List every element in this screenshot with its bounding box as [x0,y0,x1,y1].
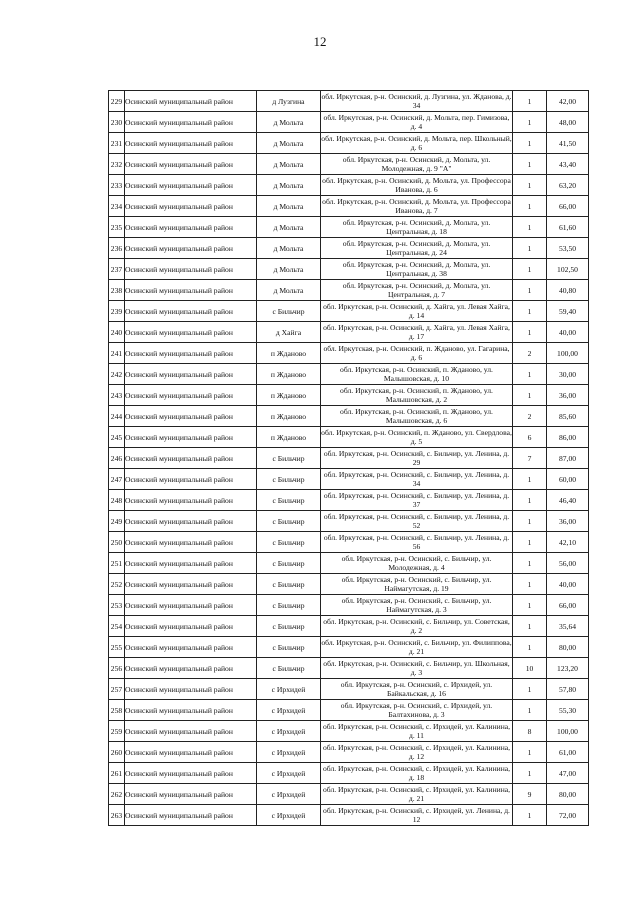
area-cell: 55,30 [547,700,589,721]
address-cell: обл. Иркутская, р-н. Осинский, с. Ирхидей, ул. Байкальская, д. 16 [321,679,513,700]
row-number-cell: 260 [109,742,125,763]
settlement-cell: с Ирхидей [257,700,321,721]
address-cell: обл. Иркутская, р-н. Осинский, п. Жданово, ул. Малышовская, д. 6 [321,406,513,427]
district-cell: Осинский муниципальный район [125,91,257,112]
table-row [109,784,589,805]
table-row [109,406,589,427]
quantity-cell: 1 [513,112,547,133]
area-cell: 41,50 [547,133,589,154]
row-number-cell: 233 [109,175,125,196]
settlement-cell: д Мольта [257,175,321,196]
settlement-cell: с Бильчир [257,490,321,511]
quantity-cell: 1 [513,763,547,784]
settlement-cell: с Ирхидей [257,763,321,784]
quantity-cell: 1 [513,280,547,301]
settlement-cell: с Бильчир [257,511,321,532]
address-cell: обл. Иркутская, р-н. Осинский, с. Бильчир, ул. Ленина, д. 52 [321,511,513,532]
district-cell: Осинский муниципальный район [125,406,257,427]
area-cell: 53,50 [547,238,589,259]
settlement-cell: д Хайга [257,322,321,343]
quantity-cell: 1 [513,595,547,616]
settlement-cell: д Мольта [257,154,321,175]
district-cell: Осинский муниципальный район [125,343,257,364]
row-number-cell: 229 [109,91,125,112]
address-cell: обл. Иркутская, р-н. Осинский, с. Ирхидей, ул. Балтахинова, д. 3 [321,700,513,721]
area-cell: 80,00 [547,784,589,805]
district-cell: Осинский муниципальный район [125,700,257,721]
area-cell: 100,00 [547,343,589,364]
table-row [109,175,589,196]
row-number-cell: 240 [109,322,125,343]
table-row [109,553,589,574]
address-cell: обл. Иркутская, р-н. Осинский, д. Мольта, пер. Гимизова, д. 4 [321,112,513,133]
settlement-cell: д Мольта [257,259,321,280]
settlement-cell: с Бильчир [257,616,321,637]
table-row [109,196,589,217]
quantity-cell: 1 [513,616,547,637]
address-cell: обл. Иркутская, р-н. Осинский, с. Бильчир, ул. Ленина, д. 34 [321,469,513,490]
district-cell: Осинский муниципальный район [125,238,257,259]
settlement-cell: п Жданово [257,385,321,406]
area-cell: 46,40 [547,490,589,511]
settlement-cell: с Ирхидей [257,784,321,805]
quantity-cell: 1 [513,133,547,154]
row-number-cell: 262 [109,784,125,805]
row-number-cell: 251 [109,553,125,574]
quantity-cell: 1 [513,742,547,763]
settlement-cell: с Бильчир [257,595,321,616]
area-cell: 47,00 [547,763,589,784]
settlement-cell: с Бильчир [257,658,321,679]
row-number-cell: 258 [109,700,125,721]
quantity-cell: 1 [513,154,547,175]
quantity-cell: 1 [513,175,547,196]
quantity-cell: 1 [513,679,547,700]
quantity-cell: 1 [513,490,547,511]
table-body [109,91,589,826]
row-number-cell: 234 [109,196,125,217]
row-number-cell: 261 [109,763,125,784]
area-cell: 102,50 [547,259,589,280]
settlement-cell: д Лузгина [257,91,321,112]
area-cell: 100,00 [547,721,589,742]
area-cell: 123,20 [547,658,589,679]
quantity-cell: 1 [513,91,547,112]
row-number-cell: 256 [109,658,125,679]
area-cell: 36,00 [547,385,589,406]
address-cell: обл. Иркутская, р-н. Осинский, с. Бильчир, ул. Ленина, д. 37 [321,490,513,511]
row-number-cell: 245 [109,427,125,448]
address-cell: обл. Иркутская, р-н. Осинский, с. Бильчир, ул. Наймагутская, д. 3 [321,595,513,616]
quantity-cell: 1 [513,700,547,721]
area-cell: 48,00 [547,112,589,133]
district-cell: Осинский муниципальный район [125,112,257,133]
row-number-cell: 237 [109,259,125,280]
row-number-cell: 230 [109,112,125,133]
address-cell: обл. Иркутская, р-н. Осинский, с. Ирхидей, ул. Калинина, д. 11 [321,721,513,742]
quantity-cell: 1 [513,385,547,406]
table-row [109,385,589,406]
quantity-cell: 1 [513,532,547,553]
table-row [109,511,589,532]
quantity-cell: 6 [513,427,547,448]
quantity-cell: 1 [513,637,547,658]
settlement-cell: с Ирхидей [257,742,321,763]
row-number-cell: 254 [109,616,125,637]
quantity-cell: 1 [513,469,547,490]
district-cell: Осинский муниципальный район [125,217,257,238]
table-row [109,637,589,658]
district-cell: Осинский муниципальный район [125,385,257,406]
area-cell: 40,00 [547,574,589,595]
settlement-cell: д Мольта [257,133,321,154]
address-cell: обл. Иркутская, р-н. Осинский, п. Жданово, ул. Свердлова, д. 5 [321,428,512,446]
area-cell: 57,80 [547,679,589,700]
row-number-cell: 232 [109,154,125,175]
address-cell: обл. Иркутская, р-н. Осинский, д. Мольта, ул. Профессора Иванова, д. 6 [322,176,511,194]
table-row [109,763,589,784]
row-number-cell: 253 [109,595,125,616]
row-number-cell: 257 [109,679,125,700]
table-row [109,469,589,490]
area-cell: 42,00 [547,91,589,112]
district-cell: Осинский муниципальный район [125,784,257,805]
table-row [109,574,589,595]
settlement-cell: п Жданово [257,427,321,448]
district-cell: Осинский муниципальный район [125,196,257,217]
page-number: 12 [313,34,327,49]
quantity-cell: 1 [513,322,547,343]
quantity-cell: 1 [513,364,547,385]
area-cell: 30,00 [547,364,589,385]
district-cell: Осинский муниципальный район [125,175,257,196]
row-number-cell: 238 [109,280,125,301]
district-cell: Осинский муниципальный район [125,805,257,826]
row-number-cell: 241 [109,343,125,364]
address-cell: обл. Иркутская, р-н. Осинский, с. Ирхидей, ул. Калинина, д. 18 [321,763,513,784]
table-row [109,448,589,469]
settlement-cell: д Мольта [257,217,321,238]
table-row [109,427,589,448]
quantity-cell: 2 [513,343,547,364]
address-cell: обл. Иркутская, р-н. Осинский, д. Лузгина, ул. Жданова, д. 34 [321,92,512,110]
settlement-cell: с Ирхидей [257,721,321,742]
address-cell: обл. Иркутская, р-н. Осинский, с. Бильчир, ул. Ленина, д. 56 [321,532,513,553]
table-row [109,742,589,763]
district-cell: Осинский муниципальный район [125,133,257,154]
district-cell: Осинский муниципальный район [125,637,257,658]
row-number-cell: 263 [109,805,125,826]
row-number-cell: 247 [109,469,125,490]
address-cell: обл. Иркутская, р-н. Осинский, с. Бильчир, ул. Молодежная, д. 4 [321,553,513,574]
settlement-cell: д Мольта [257,238,321,259]
quantity-cell: 1 [513,301,547,322]
quantity-cell: 1 [513,259,547,280]
district-cell: Осинский муниципальный район [125,469,257,490]
address-cell: обл. Иркутская, р-н. Осинский, п. Жданово, ул. Малышовская, д. 2 [321,385,513,406]
address-cell: обл. Иркутская, р-н. Осинский, с. Бильчир, ул. Филиппова, д. 21 [321,638,512,656]
address-cell: обл. Иркутская, р-н. Осинский, с. Бильчир, ул. Наймагутская, д. 19 [321,574,513,595]
table-row [109,343,589,364]
row-number-cell: 242 [109,364,125,385]
address-cell: обл. Иркутская, р-н. Осинский, д. Мольта, ул. Молодежная, д. 9 "А" [321,154,513,175]
district-cell: Осинский муниципальный район [125,574,257,595]
row-number-cell: 239 [109,301,125,322]
table-row [109,616,589,637]
settlement-cell: с Бильчир [257,553,321,574]
settlement-cell: д Мольта [257,196,321,217]
table-row [109,364,589,385]
area-cell: 61,60 [547,217,589,238]
district-cell: Осинский муниципальный район [125,763,257,784]
district-cell: Осинский муниципальный район [125,301,257,322]
area-cell: 40,00 [547,322,589,343]
area-cell: 60,00 [547,469,589,490]
quantity-cell: 1 [513,805,547,826]
address-cell: обл. Иркутская, р-н. Осинский, д. Мольта, ул. Центральная, д. 24 [321,238,513,259]
settlement-cell: с Ирхидей [257,805,321,826]
table-row [109,238,589,259]
table-row [109,154,589,175]
address-cell: обл. Иркутская, р-н. Осинский, п. Жданово, ул. Гагарина, д. 6 [321,343,513,364]
area-cell: 72,00 [547,805,589,826]
area-cell: 66,00 [547,196,589,217]
district-cell: Осинский муниципальный район [125,280,257,301]
table-row [109,301,589,322]
settlement-cell: п Жданово [257,406,321,427]
district-cell: Осинский муниципальный район [125,553,257,574]
district-cell: Осинский муниципальный район [125,658,257,679]
area-cell: 56,00 [547,553,589,574]
table-row [109,700,589,721]
settlement-cell: п Жданово [257,343,321,364]
address-cell: обл. Иркутская, р-н. Осинский, д. Мольта, пер. Школьный, д. 6 [321,134,512,152]
table-row [109,217,589,238]
settlement-cell: с Бильчир [257,469,321,490]
district-cell: Осинский муниципальный район [125,448,257,469]
table-row [109,805,589,826]
address-cell: обл. Иркутская, р-н. Осинский, п. Жданово, ул. Малышовская, д. 10 [321,364,513,385]
table-row [109,280,589,301]
district-cell: Осинский муниципальный район [125,322,257,343]
district-cell: Осинский муниципальный район [125,490,257,511]
area-cell: 80,00 [547,637,589,658]
district-cell: Осинский муниципальный район [125,721,257,742]
settlement-cell: д Мольта [257,112,321,133]
district-cell: Осинский муниципальный район [125,427,257,448]
area-cell: 36,00 [547,511,589,532]
quantity-cell: 1 [513,511,547,532]
address-cell: обл. Иркутская, р-н. Осинский, д. Мольта, ул. Профессора Иванова, д. 7 [322,197,511,215]
row-number-cell: 250 [109,532,125,553]
area-cell: 43,40 [547,154,589,175]
table-row [109,259,589,280]
district-cell: Осинский муниципальный район [125,511,257,532]
area-cell: 63,20 [547,175,589,196]
table-row [109,133,589,154]
table-row [109,112,589,133]
district-cell: Осинский муниципальный район [125,364,257,385]
address-cell: обл. Иркутская, р-н. Осинский, д. Хайга, ул. Левая Хайга, д. 14 [321,301,513,322]
address-cell: обл. Иркутская, р-н. Осинский, д. Мольта, ул. Центральная, д. 18 [321,217,513,238]
address-cell: обл. Иркутская, р-н. Осинский, с. Ирхидей, ул. Калинина, д. 12 [321,742,513,763]
area-cell: 59,40 [547,301,589,322]
table-row [109,322,589,343]
row-number-cell: 249 [109,511,125,532]
area-cell: 40,80 [547,280,589,301]
settlement-cell: с Бильчир [257,637,321,658]
address-cell: обл. Иркутская, р-н. Осинский, с. Ирхидей, ул. Калинина, д. 21 [321,784,513,805]
row-number-cell: 236 [109,238,125,259]
district-cell: Осинский муниципальный район [125,595,257,616]
row-number-cell: 235 [109,217,125,238]
quantity-cell: 1 [513,553,547,574]
address-cell: обл. Иркутская, р-н. Осинский, с. Бильчир, ул. Школьная, д. 3 [321,658,513,679]
district-cell: Осинский муниципальный район [125,532,257,553]
settlement-cell: п Жданово [257,364,321,385]
settlement-cell: с Ирхидей [257,679,321,700]
row-number-cell: 255 [109,637,125,658]
district-cell: Осинский муниципальный район [125,742,257,763]
area-cell: 87,00 [547,448,589,469]
address-cell: обл. Иркутская, р-н. Осинский, с. Ирхидей, ул. Ленина, д. 12 [321,805,513,826]
table-row [109,679,589,700]
row-number-cell: 252 [109,574,125,595]
area-cell: 42,10 [547,532,589,553]
district-cell: Осинский муниципальный район [125,259,257,280]
address-cell: обл. Иркутская, р-н. Осинский, с. Бильчир, ул. Советская, д. 2 [321,616,513,637]
area-cell: 66,00 [547,595,589,616]
settlement-cell: с Бильчир [257,574,321,595]
quantity-cell: 9 [513,784,547,805]
district-cell: Осинский муниципальный район [125,679,257,700]
table-row [109,91,589,112]
quantity-cell: 2 [513,406,547,427]
address-cell: обл. Иркутская, р-н. Осинский, д. Хайга, ул. Левая Хайга, д. 17 [321,322,513,343]
table-row [109,658,589,679]
district-cell: Осинский муниципальный район [125,616,257,637]
area-cell: 86,00 [547,427,589,448]
settlement-cell: д Мольта [257,280,321,301]
address-cell: обл. Иркутская, р-н. Осинский, д. Мольта, ул. Центральная, д. 7 [321,280,513,301]
table-row [109,721,589,742]
area-cell: 35,64 [547,616,589,637]
row-number-cell: 243 [109,385,125,406]
settlement-cell: с Бильчир [257,532,321,553]
address-cell: обл. Иркутская, р-н. Осинский, д. Мольта, ул. Центральная, д. 38 [321,259,513,280]
quantity-cell: 1 [513,574,547,595]
housing-registry-table [108,90,589,826]
area-cell: 61,00 [547,742,589,763]
row-number-cell: 248 [109,490,125,511]
quantity-cell: 1 [513,196,547,217]
quantity-cell: 1 [513,217,547,238]
settlement-cell: с Бильчир [257,448,321,469]
table-row [109,595,589,616]
quantity-cell: 1 [513,238,547,259]
row-number-cell: 246 [109,448,125,469]
address-cell: обл. Иркутская, р-н. Осинский, с. Бильчир, ул. Ленина, д. 29 [321,448,513,469]
row-number-cell: 259 [109,721,125,742]
quantity-cell: 10 [513,658,547,679]
district-cell: Осинский муниципальный район [125,154,257,175]
row-number-cell: 231 [109,133,125,154]
quantity-cell: 8 [513,721,547,742]
table-row [109,532,589,553]
area-cell: 85,60 [547,406,589,427]
quantity-cell: 7 [513,448,547,469]
settlement-cell: с Бильчир [257,301,321,322]
row-number-cell: 244 [109,406,125,427]
table-row [109,490,589,511]
